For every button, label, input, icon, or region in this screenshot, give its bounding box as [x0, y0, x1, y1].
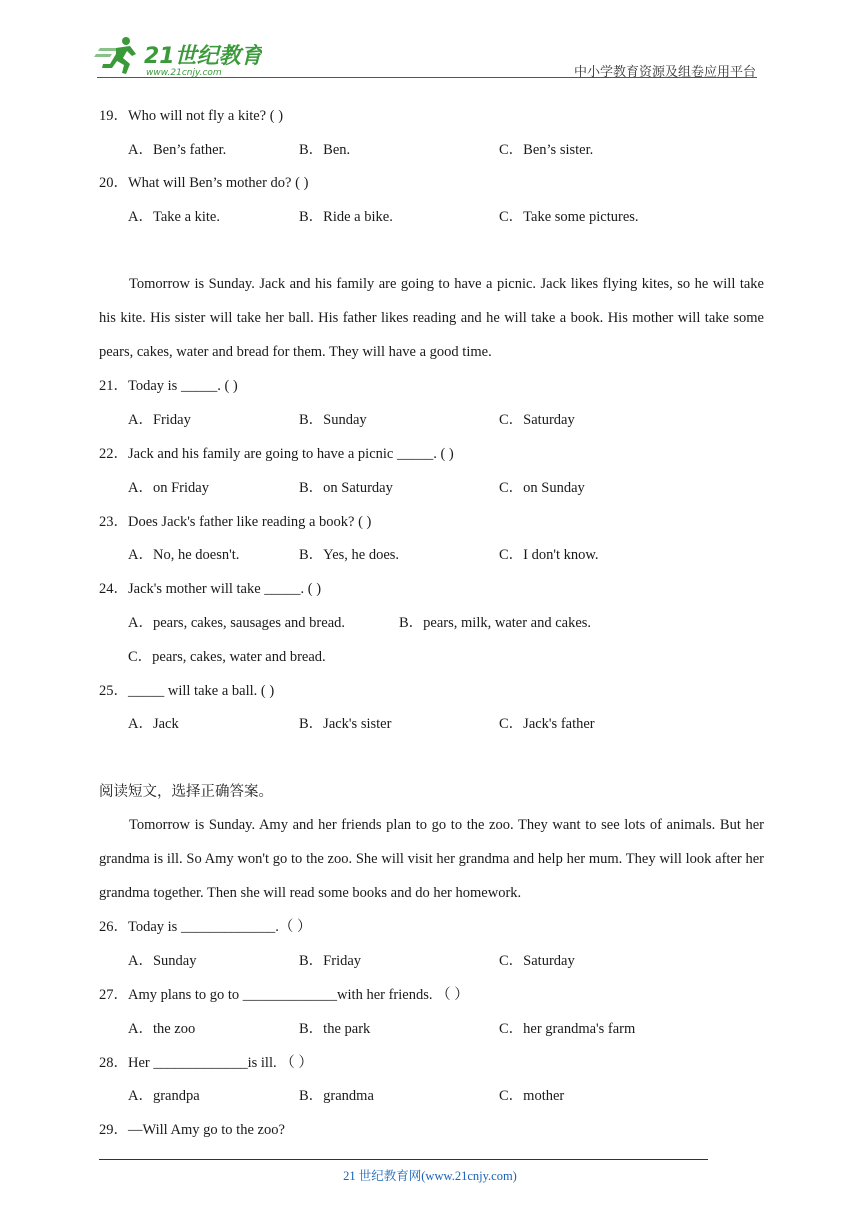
- question-25-option-c[interactable]: C．Jack's father: [499, 716, 595, 732]
- question-19-option-a[interactable]: A．Ben’s father.: [128, 142, 227, 158]
- header-platform-name: 中小学教育资源及组卷应用平台: [573, 64, 756, 79]
- section-instruction: 阅读短文，选择正确答案。: [99, 784, 273, 800]
- question-22-option-c[interactable]: C．on Sunday: [499, 480, 585, 496]
- question-23-option-c[interactable]: C．I don't know.: [499, 547, 599, 563]
- question-19-stem: 19．Who will not fly a kite? ( ): [99, 108, 284, 124]
- question-28-option-a[interactable]: A．grandpa: [128, 1088, 200, 1104]
- question-25-option-b[interactable]: B．Jack's sister: [299, 716, 392, 732]
- question-29-stem: 29．—Will Amy go to the zoo?: [99, 1122, 285, 1138]
- question-21-option-a[interactable]: A．Friday: [128, 412, 191, 428]
- question-28-option-c[interactable]: C．mother: [499, 1088, 565, 1104]
- question-26-option-b[interactable]: B．Friday: [299, 953, 362, 969]
- header-divider: [97, 77, 757, 78]
- reading-passage-2-text: Tomorrow is Sunday. Amy and her friends plan to go to the zoo. They want to see lots of animals. But her grandma is ill. So Amy won't go to the zoo. She will visit her grandma and help her mum. They will look after her grandma together. Then she will read some books and do her homework.: [99, 817, 764, 901]
- question-24-option-a[interactable]: A．pears, cakes, sausages and bread.: [128, 615, 346, 631]
- question-22-option-b[interactable]: B．on Saturday: [299, 480, 393, 496]
- question-28-option-b[interactable]: B．grandma: [299, 1088, 374, 1104]
- logo-text: 21世纪教育: [144, 44, 262, 69]
- footer-site-link[interactable]: 21 世纪教育网(www.21cnjy.com): [343, 1169, 517, 1183]
- question-26-option-a[interactable]: A．Sunday: [128, 953, 197, 969]
- site-logo: [92, 34, 262, 78]
- question-23-stem: 23．Does Jack's father like reading a book? ( ): [99, 514, 372, 530]
- question-24-option-c[interactable]: C．pears, cakes, water and bread.: [128, 649, 326, 665]
- question-22-option-a[interactable]: A．on Friday: [128, 480, 209, 496]
- question-23-option-b[interactable]: B．Yes, he does.: [299, 547, 400, 563]
- question-19-option-b[interactable]: B．Ben.: [299, 142, 351, 158]
- runner-icon: [94, 37, 136, 74]
- question-24-stem: 24．Jack's mother will take _____. ( ): [99, 581, 322, 597]
- question-20-option-a[interactable]: A．Take a kite.: [128, 209, 220, 225]
- question-28-stem: 28．Her _____________is ill. （ ）: [99, 1055, 313, 1071]
- question-27-option-c[interactable]: C．her grandma's farm: [499, 1021, 636, 1037]
- logo-url: www.21cnjy.com: [146, 68, 222, 78]
- question-27-stem: 27．Amy plans to go to _____________with her friends. （ ）: [99, 987, 469, 1003]
- question-27-option-a[interactable]: A．the zoo: [128, 1021, 196, 1037]
- question-20-option-c[interactable]: C．Take some pictures.: [499, 209, 639, 225]
- question-23-option-a[interactable]: A．No, he doesn't.: [128, 547, 240, 563]
- question-26-stem: 26．Today is _____________.（ ）: [99, 919, 312, 935]
- reading-passage-1: [99, 267, 764, 369]
- question-20-stem: 20．What will Ben’s mother do? ( ): [99, 175, 309, 191]
- question-24-option-b[interactable]: B．pears, milk, water and cakes.: [399, 615, 592, 631]
- question-22-stem: 22．Jack and his family are going to have a picnic _____. ( ): [99, 446, 454, 462]
- question-19-option-c[interactable]: C．Ben’s sister.: [499, 142, 594, 158]
- question-21-option-b[interactable]: B．Sunday: [299, 412, 367, 428]
- question-25-option-a[interactable]: A．Jack: [128, 716, 179, 732]
- footer-divider: [99, 1159, 708, 1160]
- reading-passage-1-text: Tomorrow is Sunday. Jack and his family are going to have a picnic. Jack likes flying kites, so he will take his kite. His sister will take her ball. His father likes reading and he will take a book. His mother will take some pears, cakes, water and bread for them. They will have a good time.: [99, 276, 764, 360]
- question-25-stem: 25．_____ will take a ball. ( ): [99, 683, 275, 699]
- reading-passage-2: [99, 808, 764, 910]
- question-26-option-c[interactable]: C．Saturday: [499, 953, 575, 969]
- question-27-option-b[interactable]: B．the park: [299, 1021, 371, 1037]
- question-20-option-b[interactable]: B．Ride a bike.: [299, 209, 393, 225]
- question-21-stem: 21．Today is _____. ( ): [99, 378, 238, 394]
- question-21-option-c[interactable]: C．Saturday: [499, 412, 575, 428]
